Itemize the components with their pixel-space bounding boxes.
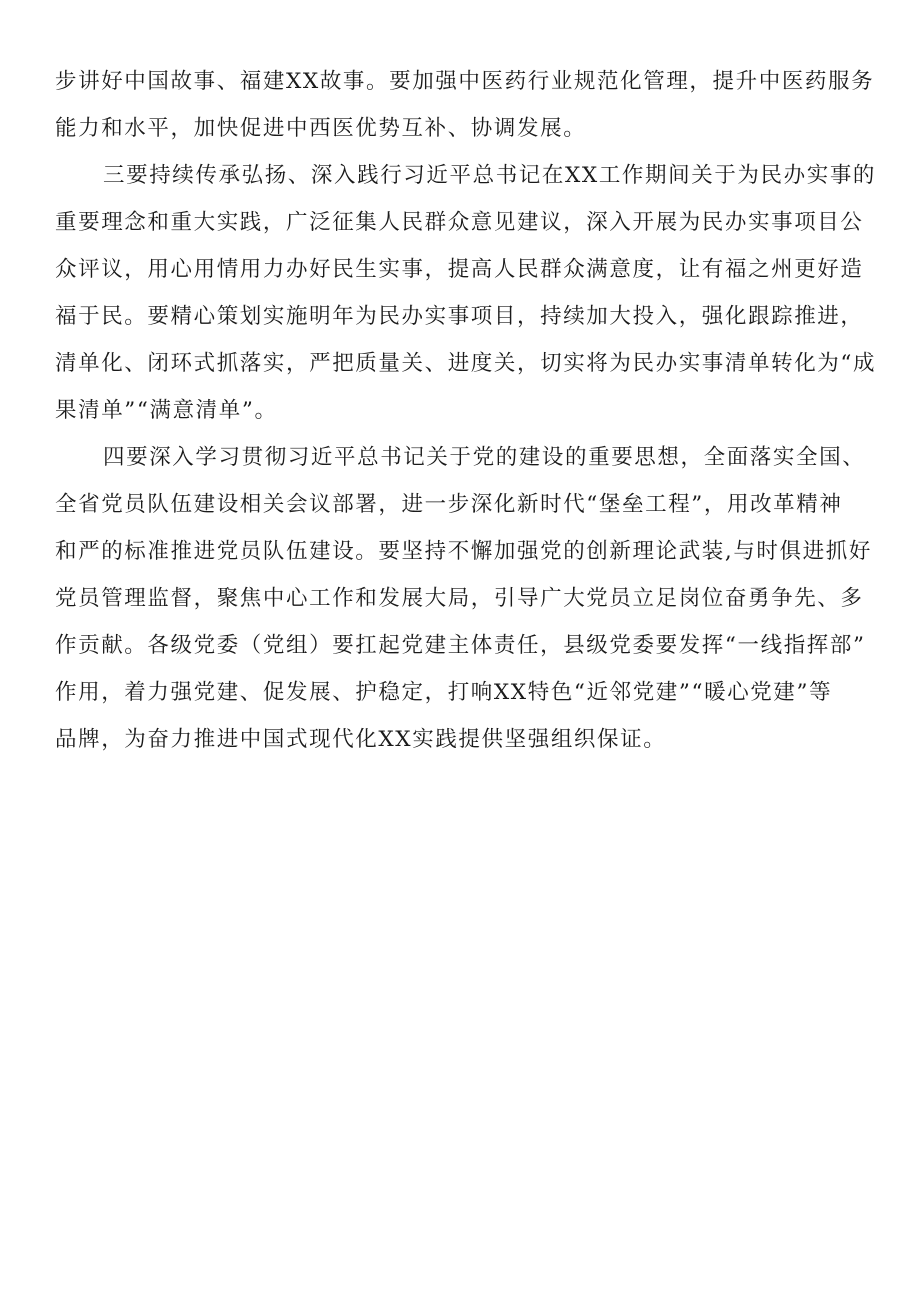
text-line: 全省党员队伍建设相关会议部署，进一步深化新时代“堡垒工程”，用改革精神	[55, 492, 843, 517]
paragraph-2	[55, 152, 875, 434]
text-line: 四要深入学习贯彻习近平总书记关于党的建设的重要思想，全面落实全国、	[103, 445, 866, 470]
text-line: 三要持续传承弘扬、深入践行习近平总书记在XX工作期间关于为民办实事的	[103, 163, 877, 188]
text-line: 步讲好中国故事、福建XX故事。要加强中医药行业规范化管理，提升中医药服务	[55, 69, 875, 94]
text-line: 党员管理监督，聚焦中心工作和发展大局，引导广大党员立足岗位奋勇争先、多	[55, 586, 864, 611]
paragraph-1-continuation	[55, 58, 875, 152]
document-body	[55, 58, 875, 763]
text-line: 品牌，为奋力推进中国式现代化XX实践提供坚强组织保证。	[55, 727, 667, 752]
text-line: 清单化、闭环式抓落实，严把质量关、进度关，切实将为民办实事清单转化为“成	[55, 351, 877, 376]
text-line: 能力和水平，加快促进中西医优势互补、协调发展。	[55, 116, 587, 141]
text-line: 作用，着力强党建、促发展、护稳定，打响XX特色“近邻党建”“暖心党建”等	[55, 680, 833, 705]
text-line: 和严的标准推进党员队伍建设。要坚持不懈加强党的创新理论武装,与时俱进抓好	[55, 539, 872, 564]
text-line: 果清单”“满意清单”。	[55, 398, 278, 423]
paragraph-3	[55, 434, 875, 763]
text-line: 众评议，用心用情用力办好民生实事，提高人民群众满意度，让有福之州更好造	[55, 257, 864, 282]
text-line: 重要理念和重大实践，广泛征集人民群众意见建议，深入开展为民办实事项目公	[55, 210, 864, 235]
text-line: 福于民。要精心策划实施明年为民办实事项目，持续加大投入，强化跟踪推进，	[55, 304, 864, 329]
text-line: 作贡献。各级党委（党组）要扛起党建主体责任，县级党委要发挥“一线指挥部”	[55, 633, 866, 658]
